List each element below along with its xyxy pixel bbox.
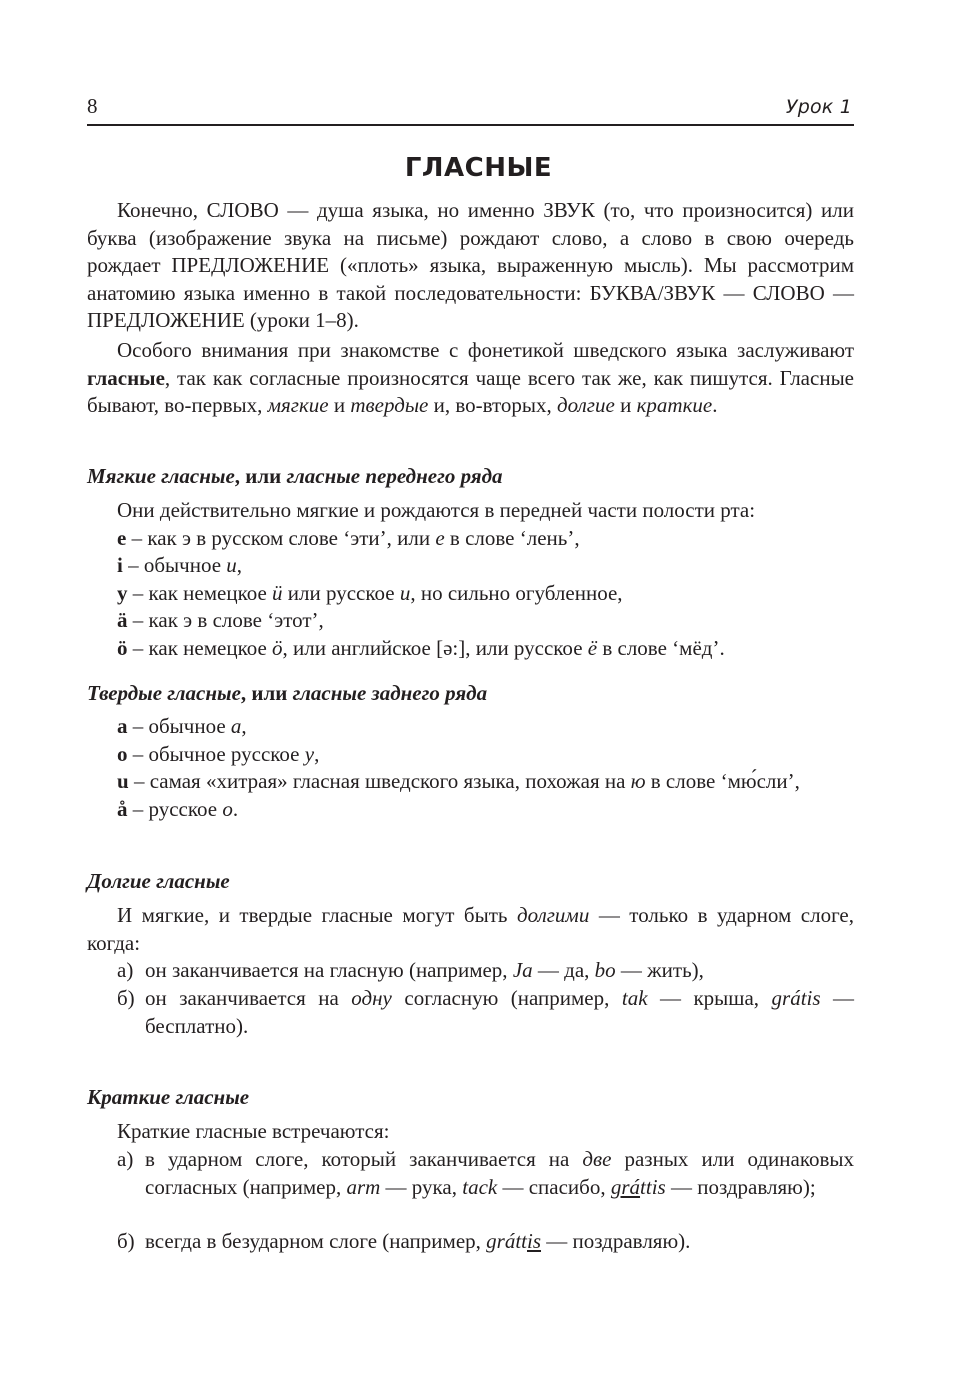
page-number: 8 — [87, 94, 98, 118]
vowel-item: å – русское о. — [117, 797, 239, 821]
short-vowels-heading: Краткие гласные — [87, 1085, 250, 1109]
vowel-item: a – обычное а, — [117, 714, 247, 738]
long-vowels-text: И мягкие, и твердые гласные могут быть долгими — только в ударном слоге, когда: — [87, 903, 854, 955]
long-vowels-item-b: б) он заканчивается на одну согласную (например, tak — крыша, grátis — бесплатно). — [117, 986, 855, 1038]
vowel-item: e – как э в русском слове ‘эти’, или e в слове ‘лень’, — [117, 526, 580, 550]
long-vowels-item-a: а) он заканчивается на гласную (например, Ja — да, bo — жить), — [117, 958, 704, 982]
short-vowels-item-b: б) всегда в безударном слоге (например, gráttis — поздравляю). — [117, 1229, 691, 1253]
soft-vowels-intro: Они действительно мягкие и рождаются в передней части полости рта: — [117, 498, 756, 522]
vowel-item: i – обычное и, — [117, 553, 243, 577]
intro-paragraph-1: Конечно, СЛОВО — душа языка, но именно ЗВУК (то, что произносится) или буква (изображение звука на письме) рождают слово, а слово в свою очередь рождает ПРЕДЛОЖЕНИЕ («плоть» языка, выраженную мысль). Мы рассмотрим анатомию языка именно в такой последовательности: БУКВА/ЗВУК — СЛОВО — ПРЕДЛОЖЕНИЕ (уроки 1–8). — [87, 198, 854, 332]
vowel-item: y – как немецкое ü или русское и, но сильно огубленное, — [117, 581, 623, 605]
vowel-item: o – обычное русское у, — [117, 742, 320, 766]
page-title: ГЛАСНЫЕ — [404, 153, 553, 183]
vowel-item: ä – как э в слове ‘этот’, — [117, 608, 324, 632]
hard-vowels-heading: Твердые гласные, или гласные заднего ряда — [87, 681, 488, 705]
intro-paragraph-2: Особого внимания при знакомстве с фонетикой шведского языка заслуживают гласные, так как согласные произносятся чаще всего так же, как пишутся. Гласные бывают, во-первых, мягкие и твердые и, во-вторых, долгие и краткие. — [87, 338, 854, 417]
vowel-item: u – самая «хитрая» гласная шведского языка, похожая на ю в слове ‘мю́сли’, — [117, 769, 800, 793]
long-vowels-heading: Долгие гласные — [87, 869, 230, 893]
short-vowels-item-a: а) в ударном слоге, который заканчивается на две разных или одинаковых согласных (например, arm — рука, tack — спасибо, gráttis — поздравляю); — [117, 1147, 854, 1199]
lesson-label: Урок 1 — [785, 96, 852, 118]
soft-vowels-heading: Мягкие гласные, или гласные переднего ряда — [87, 464, 503, 488]
short-vowels-intro: Краткие гласные встречаются: — [117, 1119, 390, 1143]
vowel-item: ö – как немецкое ö, или английское [ə:], или русское ё в слове ‘мёд’. — [117, 636, 725, 660]
running-header — [87, 92, 854, 126]
